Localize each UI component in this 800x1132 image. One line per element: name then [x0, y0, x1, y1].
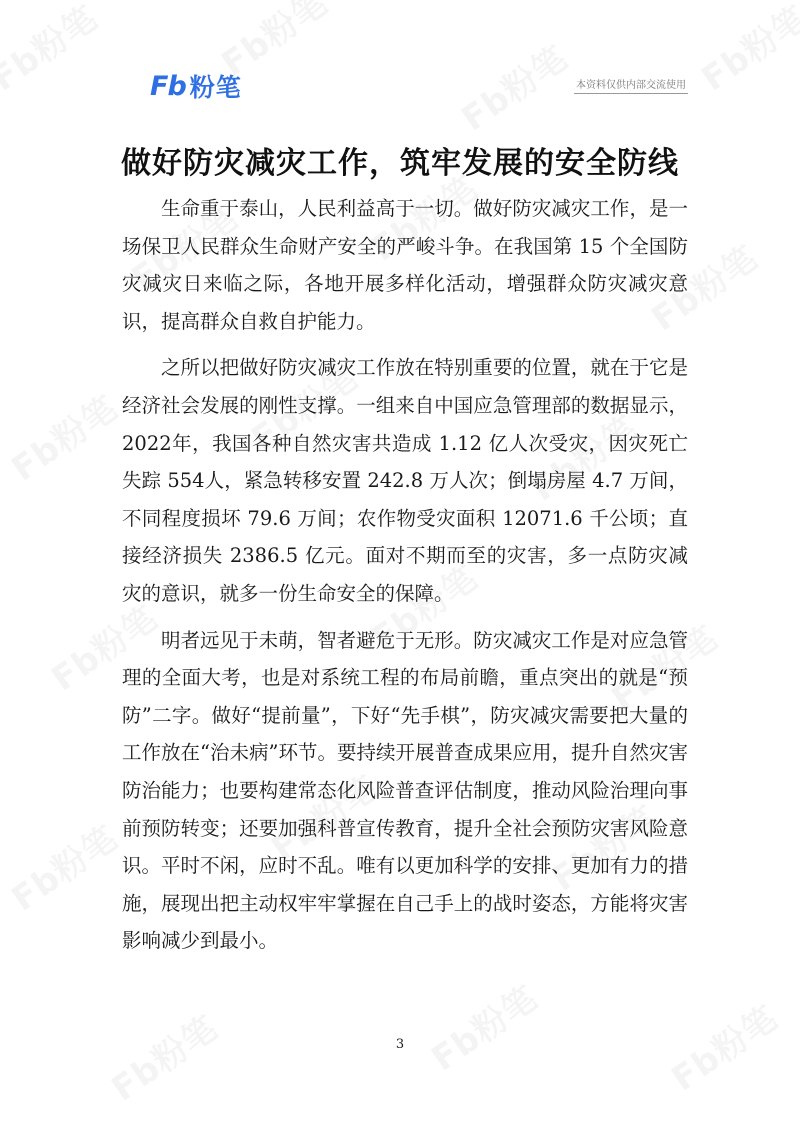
paragraph: 生命重于泰山，人民利益高于一切。做好防灾减灾工作，是一场保卫人民群众生命财产安全的严峻斗争。在我国第 15 个全国防灾减灾日来临之际，各地开展多样化活动，增强群众防灾减灾意识，提高群众自救自护能力。 — [122, 197, 688, 333]
logo-text: 粉笔 — [189, 73, 242, 102]
page-header — [150, 64, 688, 104]
logo — [150, 68, 242, 104]
paragraph: 之所以把做好防灾减灾工作放在特别重要的位置，就在于它是经济社会发展的刚性支撑。一组来自中国应急管理部的数据显示，2022年，我国各种自然灾害共造成 1.12 亿人次受灾，因灾死亡失踪 554人，紧急转移安置 242.8 万人次；倒塌房屋 4.7 万间，不同程度损坏 79.6 万间；农作物受灾面积 12071.6 千公顷；直接经济损失 2386.5 亿元。面对不期而至的灾害，多一点防灾减灾的意识，就多一份生命安全的保障。 — [122, 356, 688, 605]
paragraph: 明者远见于未萌，智者避危于无形。防灾减灾工作是对应急管理的全面大考，也是对系统工程的布局前瞻，重点突出的就是“预防”二字。做好“提前量”，下好“先手棋”，防灾减灾需要把大量的工作放在“治未病”环节。要持续开展普查成果应用，提升自然灾害防治能力；也要构建常态化风险普查评估制度，推动风险治理向事前预防转变；还要加强科普宣传教育，提升全社会预防灾害风险意识。平时不闲，应时不乱。唯有以更加科学的安排、更加有力的措施，展现出把主动权牢牢掌握在自己手上的战时姿态，方能将灾害影响减少到最小。 — [122, 628, 688, 953]
watermark — [0, 0, 106, 100]
watermark — [0, 811, 126, 920]
watermark — [0, 381, 126, 490]
logo-mark: Fb — [150, 70, 186, 102]
watermark — [420, 971, 546, 1080]
watermark — [100, 1001, 226, 1110]
internal-use-notice: 本资料仅供内部交流使用 — [574, 76, 688, 94]
page-number: 3 — [395, 1037, 405, 1052]
article-body — [122, 190, 688, 969]
watermark — [690, 0, 800, 100]
article-title: 做好防灾减灾工作，筑牢发展的安全防线 — [121, 146, 679, 181]
